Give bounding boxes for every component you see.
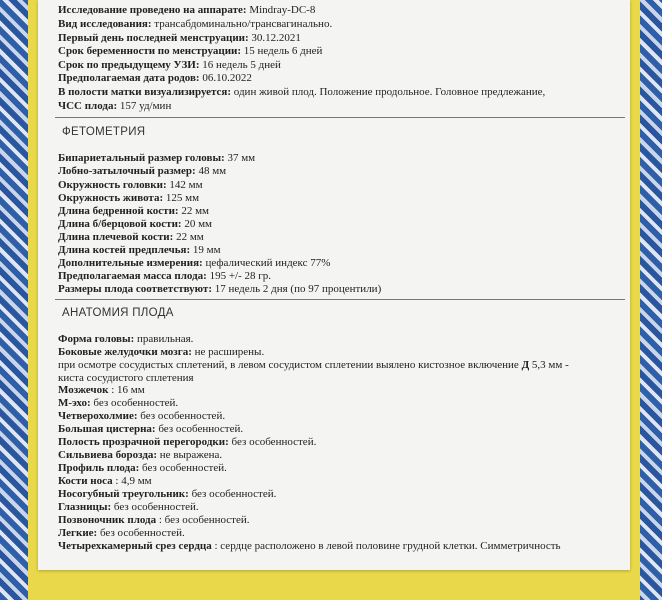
anatomy-row: Легкие: без особенностей. [58, 527, 185, 539]
fetometry-row: Длина костей предплечья: 19 мм [58, 244, 221, 256]
header-row: ЧСС плода: 157 уд/мин [58, 100, 172, 112]
anatomy-row: Сильвиева борозда: не выражена. [58, 449, 223, 461]
section-title-fetometry: ФЕТОМЕТРИЯ [62, 126, 146, 138]
fetometry-row: Окружность головки: 142 мм [58, 179, 203, 191]
fetometry-row: Дополнительные измерения: цефалический индекс 77% [58, 257, 331, 269]
anatomy-row: Боковые желудочки мозга: не расширены. [58, 346, 265, 358]
anatomy-row: Полость прозрачной перегородки: без особенностей. [58, 436, 317, 448]
header-row: Срок беременности по менструации: 15 недель 6 дней [58, 45, 323, 57]
fetometry-row: Длина плечевой кости: 22 мм [58, 231, 204, 243]
anatomy-row: М-эхо: без особенностей. [58, 397, 179, 409]
section-title-anatomy: АНАТОМИЯ ПЛОДА [62, 307, 174, 319]
fetometry-row: Окружность живота: 125 мм [58, 192, 200, 204]
anatomy-row: Четырехкамерный срез сердца : сердце расположено в левой половине грудной клетки. Симметричность [58, 540, 561, 552]
anatomy-row: Позвоночник плода : без особенностей. [58, 514, 250, 526]
fetometry-row: Лобно-затылочный размер: 48 мм [58, 165, 227, 177]
anatomy-row: Четверохолмие: без особенностей. [58, 410, 226, 422]
divider [55, 117, 625, 118]
header-row: Исследование проведено на аппарате: Mindray-DC-8 [58, 4, 316, 16]
anatomy-row: Носогубный треугольник: без особенностей. [58, 488, 277, 500]
fetometry-row: Длина бедренной кости: 22 мм [58, 205, 209, 217]
anatomy-row: Глазницы: без особенностей. [58, 501, 199, 513]
header-row: Первый день последней менструации: 30.12.2021 [58, 32, 301, 44]
header-row: Срок по предыдущему УЗИ: 16 недель 5 дней [58, 59, 281, 71]
divider [55, 299, 625, 300]
anatomy-row: киста сосудистого сплетения [58, 372, 194, 384]
fetometry-row: Длина б/берцовой кости: 20 мм [58, 218, 212, 230]
anatomy-row: Профиль плода: без особенностей. [58, 462, 227, 474]
anatomy-row: при осмотре сосудистых сплетений, в левом сосудистом сплетении выялено кистозное включение Д 5,3 мм - [58, 359, 569, 371]
header-row: В полости матки визуализируется: один живой плод. Положение продольное. Головное предлежание, [58, 86, 546, 98]
fetometry-row: Предполагаемая масса плода: 195 +/- 28 гр. [58, 270, 272, 282]
anatomy-row: Мозжечок : 16 мм [58, 384, 145, 396]
header-row: Вид исследования: трансабдоминально/трансвагинально. [58, 18, 333, 30]
fetometry-row: Размеры плода соответствуют: 17 недель 2 дня (по 97 процентили) [58, 283, 382, 295]
anatomy-row: Форма головы: правильная. [58, 333, 194, 345]
anatomy-row: Кости носа : 4,9 мм [58, 475, 152, 487]
fetometry-row: Бипариетальный размер головы: 37 мм [58, 152, 256, 164]
anatomy-row: Большая цистерна: без особенностей. [58, 423, 244, 435]
header-row: Предполагаемая дата родов: 06.10.2022 [58, 72, 252, 84]
